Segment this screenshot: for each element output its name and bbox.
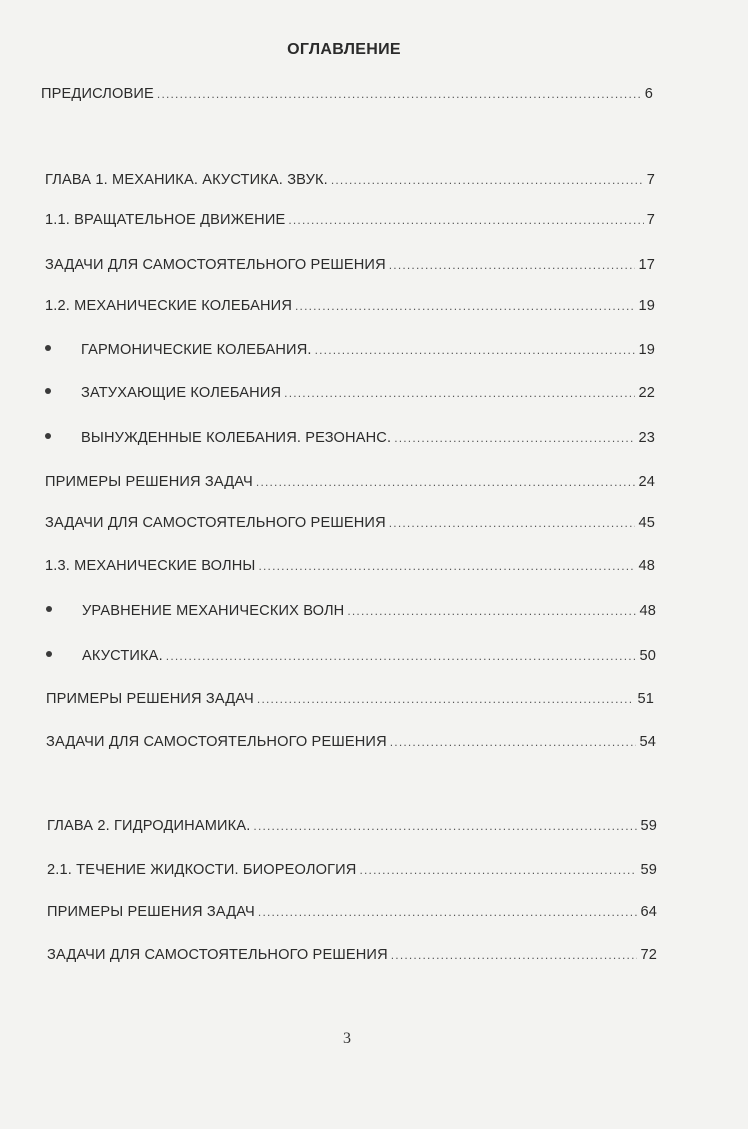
toc-entry — [45, 558, 655, 578]
toc-entry-label: 1.2. МЕХАНИЧЕСКИЕ КОЛЕБАНИЯ — [45, 298, 293, 314]
toc-entry — [45, 342, 655, 362]
toc-entry — [47, 947, 657, 967]
toc-leader-dots — [253, 819, 637, 833]
toc-entry-label: УРАВНЕНИЕ МЕХАНИЧЕСКИХ ВОЛН — [82, 603, 345, 619]
toc-entry-label: ЗАДАЧИ ДЛЯ САМОСТОЯТЕЛЬНОГО РЕШЕНИЯ — [46, 734, 387, 750]
toc-entry-label: 1.1. ВРАЩАТЕЛЬНОЕ ДВИЖЕНИЕ — [45, 212, 286, 228]
toc-entry-page: 19 — [638, 342, 655, 358]
toc-entry-label: ГАРМОНИЧЕСКИЕ КОЛЕБАНИЯ. — [81, 342, 312, 358]
toc-leader-dots — [166, 649, 637, 663]
toc-entry-label: ВЫНУЖДЕННЫЕ КОЛЕБАНИЯ. РЕЗОНАНС. — [81, 430, 392, 446]
toc-entry-page: 50 — [639, 648, 656, 664]
bullet-icon — [45, 345, 51, 351]
toc-leader-dots — [331, 173, 644, 187]
toc-entry-page: 51 — [637, 691, 654, 707]
toc-leader-dots — [389, 258, 636, 272]
toc-entry — [45, 430, 655, 450]
toc-entry — [45, 172, 655, 192]
toc-entry-page: 23 — [638, 430, 655, 446]
page-number: 3 — [343, 1030, 351, 1047]
toc-entry-label: ЗАДАЧИ ДЛЯ САМОСТОЯТЕЛЬНОГО РЕШЕНИЯ — [45, 257, 386, 273]
toc-entry-label: ЗАДАЧИ ДЛЯ САМОСТОЯТЕЛЬНОГО РЕШЕНИЯ — [47, 947, 388, 963]
toc-entry-label: ПРИМЕРЫ РЕШЕНИЯ ЗАДАЧ — [45, 474, 253, 490]
toc-entry-label: 1.3. МЕХАНИЧЕСКИЕ ВОЛНЫ — [45, 558, 256, 574]
toc-entry-page: 48 — [638, 558, 655, 574]
bullet-icon — [45, 433, 51, 439]
toc-leader-dots — [359, 863, 637, 877]
toc-entry — [45, 385, 655, 405]
toc-entry — [46, 603, 656, 623]
toc-entry — [45, 515, 655, 535]
toc-entry-page: 54 — [639, 734, 656, 750]
toc-entry-page: 72 — [640, 947, 657, 963]
toc-entry — [46, 648, 656, 668]
toc-entry-page: 7 — [646, 212, 655, 228]
toc-entry — [47, 904, 657, 924]
toc-entry-label: ЗАДАЧИ ДЛЯ САМОСТОЯТЕЛЬНОГО РЕШЕНИЯ — [45, 515, 386, 531]
toc-entry-page: 59 — [640, 818, 657, 834]
toc-entry-label: ГЛАВА 1. МЕХАНИКА. АКУСТИКА. ЗВУК. — [45, 172, 328, 188]
toc-entry — [45, 474, 655, 494]
toc-entry-page: 48 — [639, 603, 656, 619]
toc-leader-dots — [284, 386, 635, 400]
toc-entry — [45, 257, 655, 277]
toc-leader-dots — [258, 559, 635, 573]
toc-entry — [45, 212, 655, 232]
toc-entry — [46, 734, 656, 754]
bullet-icon — [45, 388, 51, 394]
toc-entry-label: ПРИМЕРЫ РЕШЕНИЯ ЗАДАЧ — [47, 904, 255, 920]
toc-leader-dots — [389, 516, 636, 530]
toc-entry-page: 7 — [646, 172, 655, 188]
toc-entry-label: 2.1. ТЕЧЕНИЕ ЖИДКОСТИ. БИОРЕОЛОГИЯ — [47, 862, 357, 878]
toc-entry-label: ЗАТУХАЮЩИЕ КОЛЕБАНИЯ — [81, 385, 282, 401]
toc-entry-page: 45 — [638, 515, 655, 531]
toc-entry-label: ПРИМЕРЫ РЕШЕНИЯ ЗАДАЧ — [46, 691, 254, 707]
toc-entry — [45, 298, 655, 318]
toc-entry-page: 64 — [640, 904, 657, 920]
toc-leader-dots — [347, 604, 636, 618]
toc-entry-page: 17 — [638, 257, 655, 273]
toc-leader-dots — [295, 299, 635, 313]
toc-entry-page: 19 — [638, 298, 655, 314]
toc-leader-dots — [391, 948, 638, 962]
toc-entry-page: 24 — [638, 474, 655, 490]
toc-entry — [47, 862, 657, 882]
toc-entry-label: ПРЕДИСЛОВИЕ — [41, 86, 154, 102]
bullet-icon — [46, 651, 52, 657]
toc-entry-page: 6 — [644, 86, 653, 102]
bullet-icon — [46, 606, 52, 612]
toc-leader-dots — [257, 692, 635, 706]
toc-leader-dots — [390, 735, 637, 749]
toc-entry-label: ГЛАВА 2. ГИДРОДИНАМИКА. — [47, 818, 251, 834]
toc-entry — [46, 691, 654, 711]
toc-entry-page: 22 — [638, 385, 655, 401]
toc-leader-dots — [288, 213, 643, 227]
toc-leader-dots — [256, 475, 636, 489]
toc-entry — [41, 86, 653, 106]
toc-leader-dots — [315, 343, 636, 357]
toc-leader-dots — [157, 87, 642, 101]
page-title: ОГЛАВЛЕНИЕ — [287, 41, 401, 58]
toc-leader-dots — [394, 431, 635, 445]
toc-entry-page: 59 — [640, 862, 657, 878]
toc-entry — [47, 818, 657, 838]
toc-leader-dots — [258, 905, 638, 919]
toc-entry-label: АКУСТИКА. — [82, 648, 163, 664]
